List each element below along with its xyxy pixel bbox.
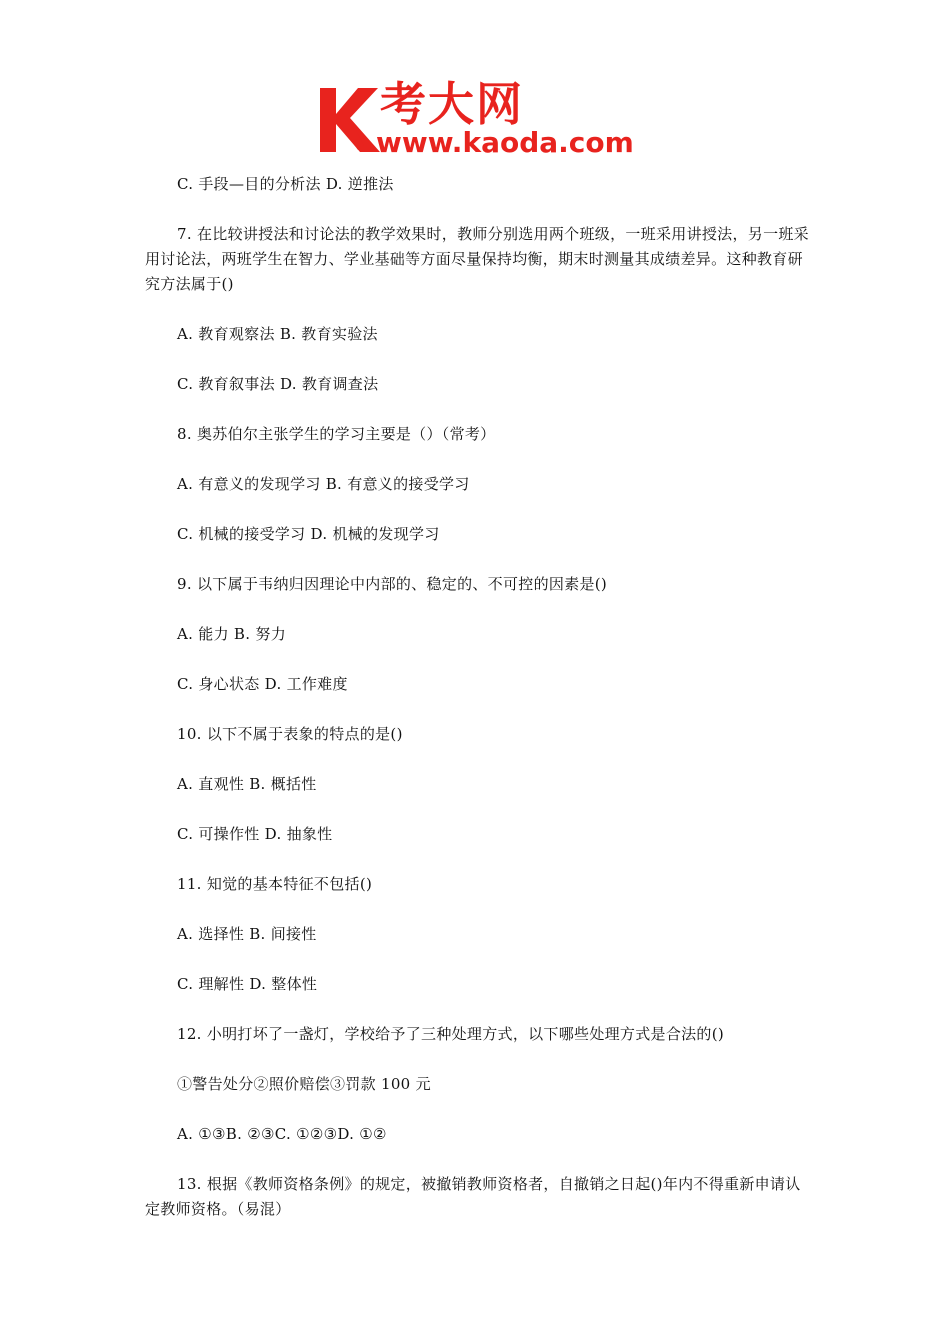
option-line: A. 教育观察法 B. 教育实验法 — [177, 325, 378, 343]
question-10: 10. 以下不属于表象的特点的是() — [177, 725, 403, 743]
logo-url-text: www.kaoda.com — [376, 126, 634, 159]
option-line: C. 身心状态 D. 工作难度 — [177, 675, 348, 693]
option-line: C. 教育叙事法 D. 教育调查法 — [177, 375, 379, 393]
option-line: A. 能力 B. 努力 — [177, 625, 286, 643]
logo-k-icon — [318, 84, 382, 154]
question-13: 13. 根据《教师资格条例》的规定，被撤销教师资格者，自撤销之日起()年内不得重新申请认定教师资格。（易混） — [145, 1175, 801, 1218]
site-logo[interactable] — [318, 78, 648, 160]
question-9: 9. 以下属于韦纳归因理论中内部的、稳定的、不可控的因素是() — [177, 575, 608, 593]
question-8: 8. 奥苏伯尔主张学生的学习主要是（）（常考） — [177, 425, 496, 443]
option-line: A. 选择性 B. 间接性 — [177, 925, 317, 943]
question-12-items: ①警告处分②照价赔偿③罚款 100 元 — [177, 1075, 431, 1093]
option-line: C. 可操作性 D. 抽象性 — [177, 825, 333, 843]
option-line: C. 手段—目的分析法 D. 逆推法 — [177, 175, 394, 193]
option-line: A. 直观性 B. 概括性 — [177, 775, 317, 793]
question-12: 12. 小明打坏了一盏灯，学校给予了三种处理方式，以下哪些处理方式是合法的() — [177, 1025, 725, 1043]
logo-chinese-text: 考大网 — [380, 77, 524, 131]
option-line: C. 理解性 D. 整体性 — [177, 975, 318, 993]
document-body — [145, 172, 810, 1247]
question-11: 11. 知觉的基本特征不包括() — [177, 875, 373, 893]
question-7: 7. 在比较讲授法和讨论法的教学效果时，教师分别选用两个班级，一班采用讲授法，另一班采用讨论法，两班学生在智力、学业基础等方面尽量保持均衡，期末时测量其成绩差异。这种教育研究方法属于() — [145, 225, 809, 293]
option-line: C. 机械的接受学习 D. 机械的发现学习 — [177, 525, 440, 543]
option-line: A. ①③B. ②③C. ①②③D. ①② — [177, 1125, 387, 1143]
option-line: A. 有意义的发现学习 B. 有意义的接受学习 — [177, 475, 470, 493]
